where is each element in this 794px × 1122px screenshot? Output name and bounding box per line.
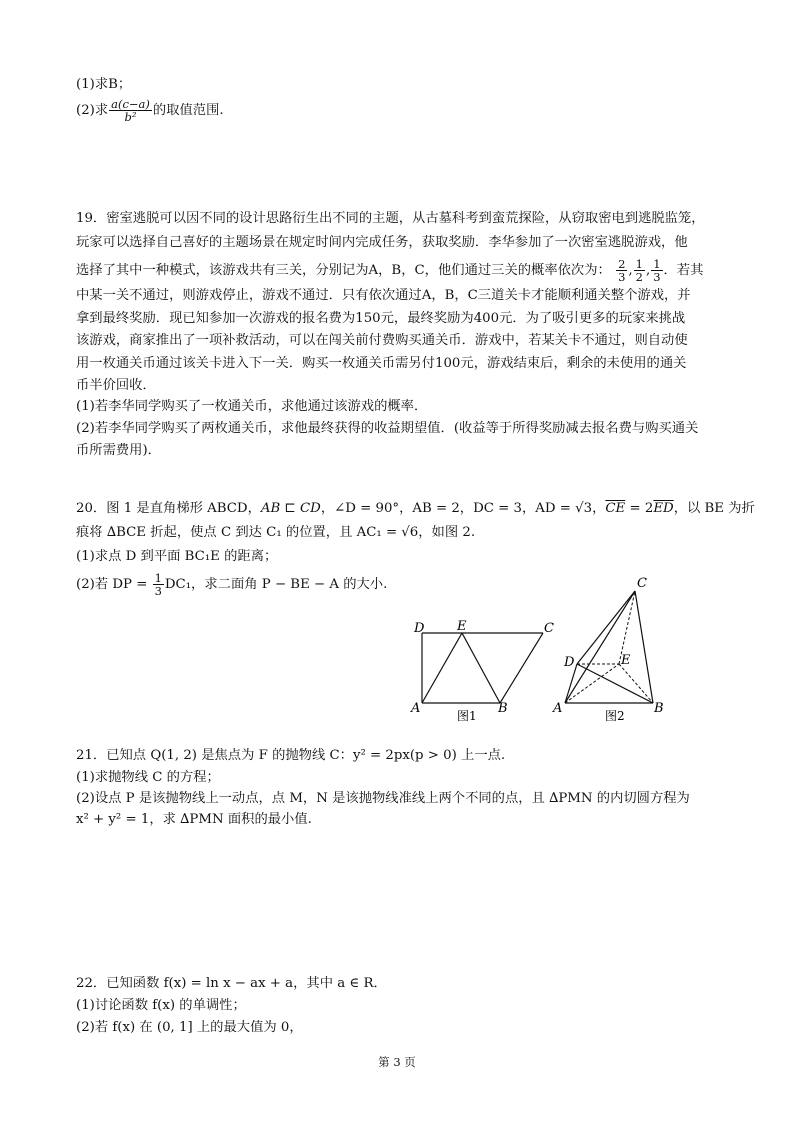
q21-part2b: x² + y² = 1，求 ∆PMN 面积的最小值. — [76, 812, 312, 827]
q20-vec-ce: $\overline{CE}$ — [605, 501, 626, 516]
figure-1 — [422, 633, 543, 703]
q18-part2-post: 的取值范围. — [152, 103, 224, 118]
q20-parallel: AB ⊏ CD — [260, 501, 321, 516]
fig1-label-c: C — [544, 621, 554, 636]
q19-part1: (1)若李华同学购买了一枚通关币，求他通过该游戏的概率． — [76, 399, 428, 414]
q18-fraction — [109, 98, 152, 123]
fig1-label-a: A — [411, 701, 421, 716]
q20-part1: (1)求点 D 到平面 BC₁E 的距离； — [76, 549, 278, 564]
q19-line8: 币半价回收． — [76, 378, 156, 393]
fig2-label-a: A — [553, 701, 563, 716]
q21-part1: (1)求抛物线 C 的方程； — [76, 770, 220, 785]
q18-part2-pre: (2)求 — [76, 103, 109, 118]
q18-part2 — [76, 98, 224, 123]
q18-frac-num: a(c−a) — [111, 97, 150, 111]
q21-line1: 21．已知点 Q(1, 2) 是焦点为 F 的抛物线 C：y² = 2px(p > 0) 上一点. — [76, 748, 506, 763]
fig2-caption: 图2 — [605, 709, 625, 723]
q20-part2 — [76, 572, 387, 597]
q19-line2: 玩家可以选择自己喜好的主题场景在规定时间内完成任务，获取奖励．李华参加了一次密室逃脱游戏，他 — [76, 235, 688, 250]
q20-part2-post: DC₁，求二面角 P − BE − A 的大小. — [164, 577, 388, 592]
q19-line4: 中某一关不通过，则游戏停止，游戏不通过．只有依次通过A，B，C三道关卡才能顺利通关整个游戏，并 — [76, 288, 691, 303]
q22-part1: (1)讨论函数 f(x) 的单调性； — [76, 998, 246, 1013]
q19-part2b: 币所需费用)． — [76, 443, 161, 458]
fig2-label-b: B — [654, 701, 664, 716]
fig1-label-d: D — [414, 621, 425, 636]
q19-line3-post: ．若其 — [663, 263, 704, 278]
q20-line1 — [76, 500, 755, 518]
q20-line1-a: 20．图 1 是直角梯形 ABCD， — [76, 501, 261, 516]
q19-line3: 选择了其中一种模式，该游戏共有三关，分别记为A，B，C，他们通过三关的概率依次为： $\frac{2}{3}$ , $\frac{1}{2}$ , $\frac{1}{3}$ ．若其 — [76, 257, 704, 284]
q22-line1: 22．已知函数 f(x) = ln x − ax + a，其中 a ∈ R． — [76, 976, 387, 991]
figure-2 — [565, 591, 653, 703]
q20-line1-g: ，以 BE 为折 — [673, 501, 755, 516]
fig1-label-e: E — [457, 619, 467, 634]
q20-vec-ed: $\overline{ED}$ — [653, 501, 674, 516]
q20-frac: $\frac{1}{3}$ — [154, 571, 162, 598]
q20-line1-e: = 2 — [625, 501, 654, 516]
q19-prob-a: $\frac{2}{3}$ — [618, 257, 626, 284]
q19-line5: 拿到最终奖励．现已知参加一次游戏的报名费为150元，最终奖励为400元．为了吸引更多的玩家来挑战 — [76, 311, 686, 326]
fig1-caption: 图1 — [457, 709, 477, 723]
q19-line7: 用一枚通关币通过该关卡进入下一关．购买一枚通关币需另付100元，游戏结束后，剩余的未使用的通关 — [76, 356, 687, 371]
q19-line3-pre: 选择了其中一种模式，该游戏共有三关，分别记为A，B，C，他们通过三关的概率依次为： — [76, 263, 611, 278]
fig2-label-d: D — [564, 655, 575, 670]
q20-figures — [405, 575, 690, 725]
q18-part1: (1)求B； — [76, 77, 132, 92]
fig2-label-c: C — [637, 576, 647, 591]
q20-line1-c: ，∠D = 90°，AB = 2，DC = 3，AD = √3， — [320, 501, 606, 516]
q22-part2: (2)若 f(x) 在 (0, 1] 上的最大值为 0， — [76, 1020, 303, 1035]
q18-frac-den: b² — [124, 110, 137, 124]
fig2-label-e: E — [621, 653, 631, 668]
q19-prob-c: $\frac{1}{3}$ — [653, 257, 661, 284]
figure-2-hidden — [565, 591, 653, 703]
q21-part2a: (2)设点 P 是该抛物线上一动点，点 M，N 是该抛物线准线上两个不同的点，且 ∆PMN 的内切圆方程为 — [76, 791, 690, 806]
q19-part2a: (2)若李华同学购买了两枚通关币，求他最终获得的收益期望值．(收益等于所得奖励减去报名费与购买通关 — [76, 421, 699, 436]
q19-line1: 19．密室逃脱可以因不同的设计思路衍生出不同的主题，从古墓科考到蛮荒探险，从窃取密电到逃脱监笼， — [76, 211, 705, 226]
page-footer: 第 3 页 — [378, 1055, 416, 1069]
q19-line6: 该游戏，商家推出了一项补救活动，可以在闯关前付费购买通关币．游戏中，若某关卡不通过，则自动使 — [76, 333, 688, 348]
q19-prob-b: $\frac{1}{2}$ — [635, 257, 643, 284]
fig1-label-b: B — [498, 701, 508, 716]
q20-line2: 痕将 ∆BCE 折起，使点 C 到达 C₁ 的位置，且 AC₁ = √6，如图 2. — [76, 525, 476, 540]
q20-part2-pre: (2)若 DP = — [76, 577, 152, 592]
